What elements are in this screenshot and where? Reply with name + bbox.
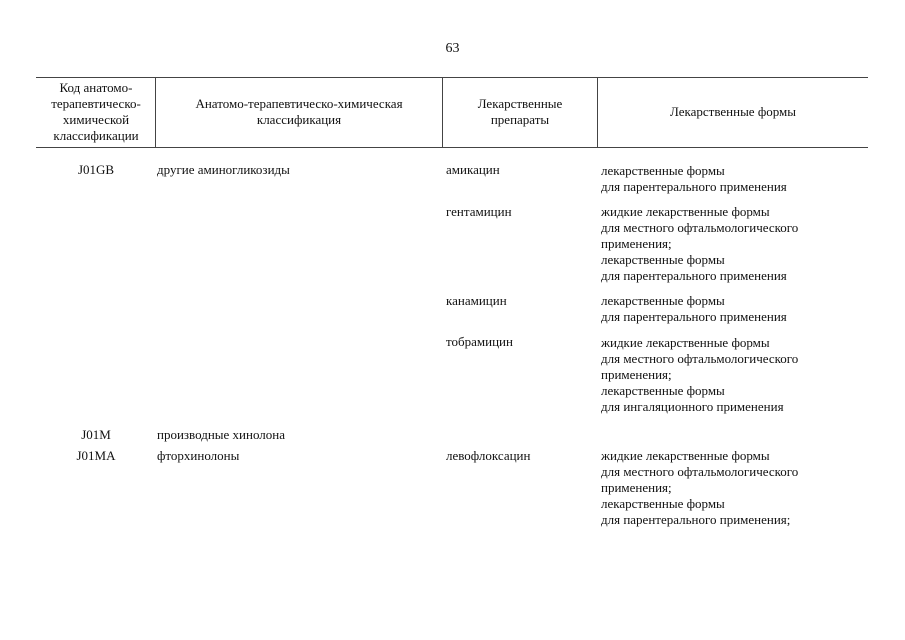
page-number: 63: [445, 41, 460, 56]
atc-classification: производные хинолона: [157, 427, 286, 442]
drug-name: левофлоксацин: [446, 448, 531, 463]
table-top-rule: [36, 77, 868, 78]
atc-code: J01M: [81, 427, 111, 442]
atc-code: J01MA: [76, 448, 116, 463]
dosage-forms: лекарственные формы для парентерального применения: [601, 293, 787, 324]
header-atc-code: Код анатомо- терапевтическо- химической классификации: [51, 80, 141, 143]
atc-classification: фторхинолоны: [157, 448, 240, 463]
header-dosage-forms: Лекарственные формы: [669, 104, 797, 119]
dosage-forms: жидкие лекарственные формы для местного офтальмологического применения; лекарственные формы для парентерального применения: [601, 204, 799, 283]
dosage-forms: жидкие лекарственные формы для местного офтальмологического применения; лекарственные формы для ингаляционного применения: [601, 335, 799, 414]
header-drugs: Лекарственные препараты: [477, 96, 563, 127]
dosage-forms: лекарственные формы для парентерального применения: [601, 163, 787, 194]
drug-name: канамицин: [446, 293, 507, 308]
atc-code: J01GB: [77, 162, 115, 177]
drug-name: амикацин: [446, 162, 500, 177]
atc-classification: другие аминогликозиды: [157, 162, 290, 177]
header-atc-classification: Анатомо-терапевтическо-химическая классификация: [195, 96, 403, 127]
dosage-forms: жидкие лекарственные формы для местного офтальмологического применения; лекарственные формы для парентерального применения;: [601, 448, 799, 527]
drug-name: гентамицин: [446, 204, 512, 219]
table-header-rule: [36, 147, 868, 148]
drug-name: тобрамицин: [446, 334, 513, 349]
